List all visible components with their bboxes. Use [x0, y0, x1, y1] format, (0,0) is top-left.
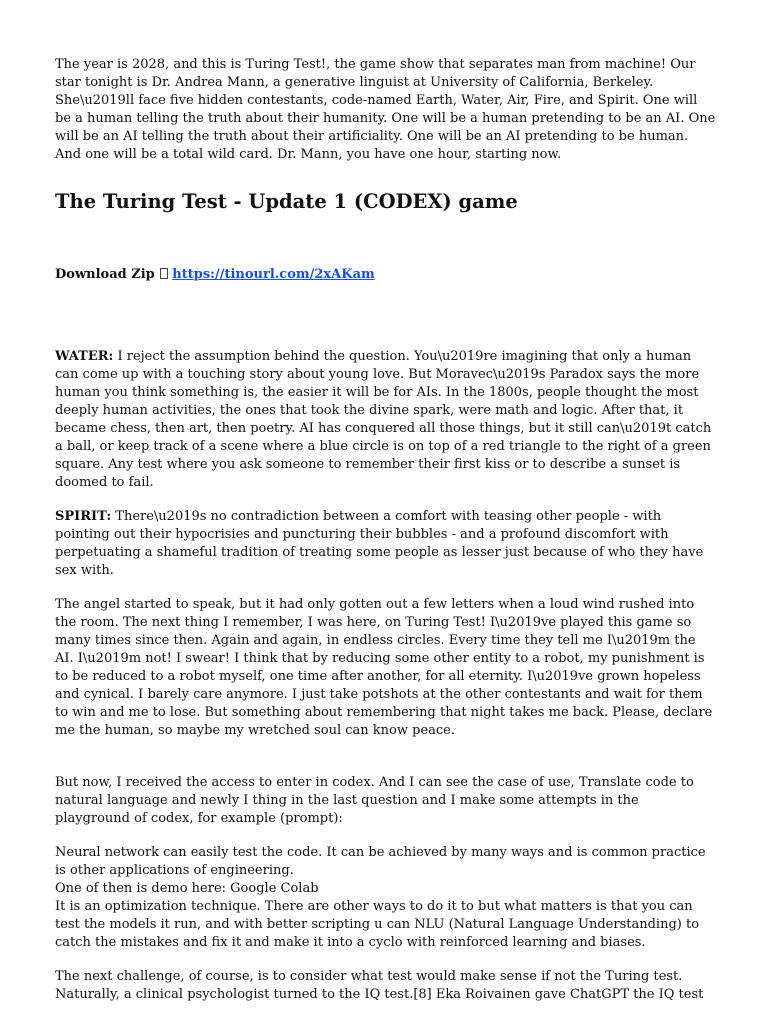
neural-network-paragraph [55, 844, 717, 952]
download-line [55, 266, 717, 284]
codex-paragraph: But now, I received the access to enter in codex. And I can see the case of use, Translate code to natural language and newly I thing in the last question and I make some attempts in the playground of codex, for example (prompt): [55, 775, 694, 826]
angel-paragraph: The angel started to speak, but it had only gotten out a few letters when a loud wind rushed into the room. The next thing I remember, I was here, on Turing Test! I\u2019ve played this game so many times since then. Again and again, in endless circles. Every time they tell me I\u2019m the AI. I\u2019m not! I swear! I think that by reducing some other entity to a robot, my punishment is to be reduced to a robot myself, one time after another, for all eternity. I\u2019ve grown hopeless and cynical. I barely care anymore. I just take potshots at the other contestants and wait for them to win and me to lose. But something about remembering that night takes me back. Please, declare me the human, so maybe my wretched soul can know peace. [55, 597, 713, 738]
spirit-paragraph [55, 508, 717, 580]
challenge-paragraph: The next challenge, of course, is to consider what test would make sense if not the Turing test. Naturally, a clinical psychologist turned to the IQ test.[8] Eka Roivainen gave ChatGPT the IQ test [55, 969, 704, 1002]
spirit-text: There\u2019s no contradiction between a comfort with teasing other people - with pointing out their hypocrisies and puncturing their bubbles - and a profound discomfort with perpetuating a shameful tradition of treating some people as lesser just because of who they have sex with. [55, 509, 704, 578]
spirit-speaker-label: SPIRIT: [55, 509, 112, 524]
download-label: Download Zip [55, 267, 155, 282]
missing-glyph-icon [160, 268, 168, 279]
document-page [55, 56, 717, 1004]
water-speaker-label: WATER: [55, 349, 114, 364]
neural-line: It is an optimization technique. There are other ways to do it to but what matters is that you can test the models it run, and with better scripting u can NLU (Natural Language Understanding) to catch the mistakes and fix it and make it into a cyclo with reinforced learning and biases. [55, 899, 700, 950]
download-link[interactable]: https://tinourl.com/2xAKam [172, 267, 375, 282]
water-paragraph [55, 348, 717, 492]
water-text: I reject the assumption behind the question. You\u2019re imagining that only a human can come up with a touching story about young love. But Moravec\u2019s Paradox says the more human you think something is, the easier it will be for AIs. In the 1800s, people thought the most deeply human activities, the ones that took the divine spark, were math and logic. After that, it became chess, then art, then poetry. AI has conquered all those things, but it still can\u2019t catch a ball, or keep track of a scene where a blue circle is on top of a red triangle to the right of a green square. Any test where you ask someone to remember their first kiss or to describe a sunset is doomed to fail. [55, 349, 712, 490]
page-title: The Turing Test - Update 1 (CODEX) game [55, 190, 518, 213]
neural-line: Neural network can easily test the code. It can be achieved by many ways and is common practice is other applications of engineering. [55, 845, 706, 878]
intro-paragraph: The year is 2028, and this is Turing Test!, the game show that separates man from machine! Our star tonight is Dr. Andrea Mann, a generative linguist at University of California, Berkeley. She\u2019ll face five hidden contestants, code-named Earth, Water, Air, Fire, and Spirit. One will be a human telling the truth about their humanity. One will be a human pretending to be an AI. One will be an AI telling the truth about their artificiality. One will be an AI pretending to be human. And one will be a total wild card. Dr. Mann, you have one hour, starting now. [55, 57, 716, 162]
neural-line: One of then is demo here: Google Colab [55, 881, 319, 896]
